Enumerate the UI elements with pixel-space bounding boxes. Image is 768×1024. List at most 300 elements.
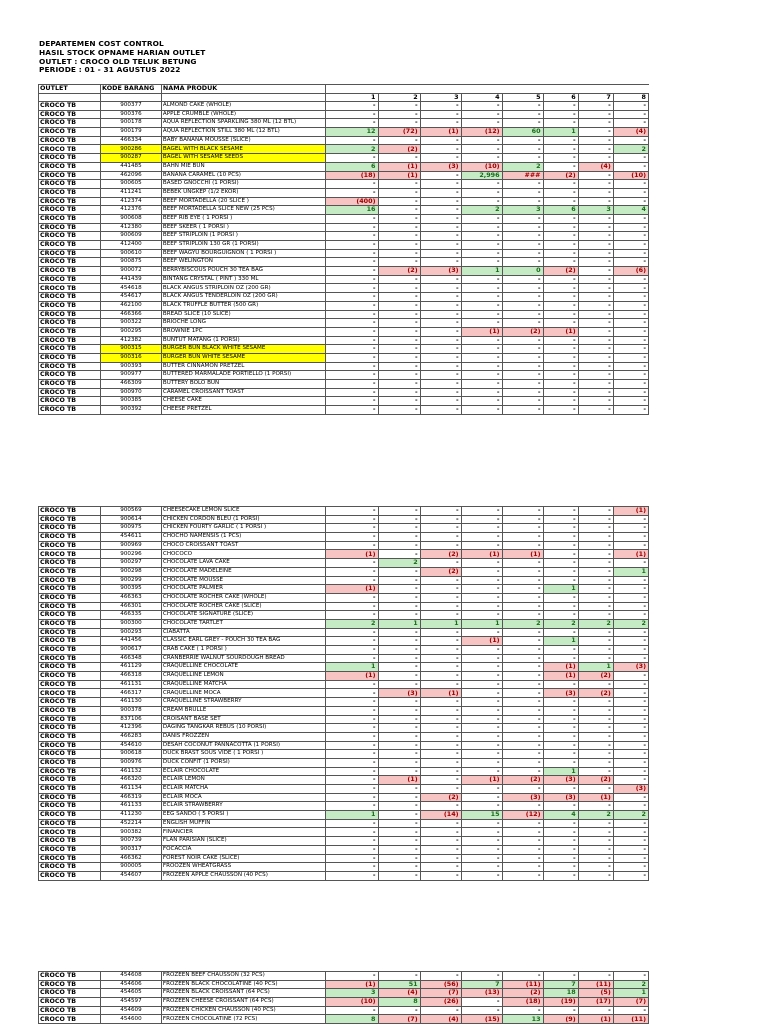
product-name-cell: CHOCOCO [161,550,325,559]
day-value-cell: - [461,724,502,733]
day-value-cell: - [378,249,420,258]
day-value-cell: (12) [461,128,502,137]
day-value-cell: - [325,310,378,319]
day-value-cell: (1) [378,171,420,180]
product-name-cell: BUTTER CINNAMON PRETZEL [161,362,325,371]
day-value-cell: (11) [578,980,613,989]
code-cell: 441439 [101,275,162,284]
table-row [39,706,649,715]
day-value-cell: - [543,741,578,750]
table-row [39,698,649,707]
outlet-cell: CROCO TB [39,593,101,602]
day-value-cell: - [502,345,543,354]
product-name-cell: CHOCO CROISSANT TOAST [161,541,325,550]
day-value-cell: - [378,663,420,672]
code-cell: 412380 [101,223,162,232]
day-value-cell: 12 [325,128,378,137]
day-value-cell: - [578,854,613,863]
day-value-cell: - [325,397,378,406]
day-value-cell: - [578,380,613,389]
day-value-cell: - [543,593,578,602]
code-cell: 412396 [101,724,162,733]
day-value-cell: - [578,145,613,154]
day-value-cell: (3) [613,663,648,672]
day-value-cell: 1 [543,585,578,594]
outlet-cell: CROCO TB [39,515,101,524]
product-name-cell: CLASSIC EARL GREY - POUCH 30 TEA BAG [161,637,325,646]
outlet-cell: CROCO TB [39,524,101,533]
day-value-cell: - [461,249,502,258]
outlet-cell: CROCO TB [39,663,101,672]
day-value-cell: - [613,524,648,533]
code-cell: 900977 [101,371,162,380]
product-name-cell: FROZEEN CHOCOLATINE (72 PCS) [161,1015,325,1024]
day-value-cell: (2) [378,267,420,276]
day-value-cell: (2) [578,689,613,698]
day-value-cell: - [420,206,461,215]
day-value-cell: - [502,353,543,362]
table-body-page-3 [39,972,649,1024]
day-value-cell: - [543,293,578,302]
day-value-cell: - [461,871,502,880]
day-value-cell: - [420,845,461,854]
table-row [39,119,649,128]
table-row [39,128,649,137]
stock-table-page-2 [38,506,649,881]
day-value-cell: - [613,672,648,681]
outlet-cell: CROCO TB [39,362,101,371]
day-value-cell: - [578,646,613,655]
day-value-cell: - [578,863,613,872]
table-row [39,353,649,362]
day-value-cell: - [325,724,378,733]
day-value-cell: - [502,223,543,232]
day-value-cell: - [502,310,543,319]
day-value-cell: - [378,819,420,828]
day-value-cell: - [325,188,378,197]
day-value-cell: - [578,741,613,750]
product-name-cell: ECLAIR MATCHA [161,785,325,794]
day-value-cell: - [543,406,578,415]
day-value-cell: 1 [461,267,502,276]
day-value-cell: - [378,345,420,354]
day-value-cell: - [543,845,578,854]
day-value-cell: - [378,576,420,585]
code-cell: 461132 [101,767,162,776]
day-value-cell: - [502,863,543,872]
day-value-cell: (1) [420,128,461,137]
day-value-cell: - [578,301,613,310]
outlet-cell: CROCO TB [39,785,101,794]
day-value-cell: - [420,698,461,707]
table-row [39,828,649,837]
day-value-cell: - [461,380,502,389]
table-row [39,362,649,371]
day-value-cell: (1) [325,980,378,989]
day-value-cell: - [613,188,648,197]
day-value-cell: - [420,628,461,637]
product-name-cell: CHOCOLATE MOUSSE [161,576,325,585]
code-cell: 900618 [101,750,162,759]
outlet-cell: CROCO TB [39,206,101,215]
day-value-cell: - [543,388,578,397]
day-value-cell: - [578,602,613,611]
day-value-cell: - [325,110,378,119]
product-name-cell: BUTTERED MARMALADE PORTIELLO (1 PORSI) [161,371,325,380]
day-value-cell: - [325,680,378,689]
day-value-cell: - [378,275,420,284]
outlet-cell: CROCO TB [39,388,101,397]
day-value-cell: (17) [578,998,613,1007]
day-value-cell: - [578,310,613,319]
day-value-cell: - [578,628,613,637]
outlet-cell: CROCO TB [39,998,101,1007]
day-value-cell: - [613,972,648,981]
day-value-cell: - [543,515,578,524]
day-value-cell: - [502,110,543,119]
table-row [39,776,649,785]
day-value-cell: - [325,767,378,776]
day-value-cell: - [420,223,461,232]
day-value-cell: - [378,524,420,533]
code-cell: 412376 [101,206,162,215]
outlet-cell: CROCO TB [39,171,101,180]
day-value-cell: - [613,1006,648,1015]
day-value-cell: - [461,567,502,576]
product-name-cell: EEG SANDO ( 5 PORSI ) [161,811,325,820]
day-value-cell: - [325,507,378,516]
outlet-cell: CROCO TB [39,871,101,880]
day-value-cell: - [325,223,378,232]
day-value-cell: - [613,837,648,846]
code-cell: 461131 [101,680,162,689]
product-name-cell: ENGLISH MUFFIN [161,819,325,828]
day-value-cell: - [613,871,648,880]
day-value-cell: - [578,336,613,345]
day-value-cell: - [378,380,420,389]
day-value-cell: - [420,972,461,981]
day-value-cell: - [502,593,543,602]
day-value-cell: - [420,646,461,655]
code-cell: 466348 [101,654,162,663]
table-row [39,767,649,776]
day-value-cell: 8 [378,998,420,1007]
product-name-cell: BABY BANANA MOUSSE (SLICE) [161,136,325,145]
day-value-cell: - [613,249,648,258]
day-value-cell: - [578,837,613,846]
day-value-cell: - [378,541,420,550]
table-row [39,223,649,232]
table-body-page-1 [39,102,649,415]
day-value-cell: - [378,654,420,663]
day-value-cell: 1 [543,128,578,137]
day-value-cell: - [502,197,543,206]
day-value-cell: (4) [420,1015,461,1024]
day-value-cell: - [420,602,461,611]
day-value-cell: - [378,837,420,846]
outlet-cell: CROCO TB [39,793,101,802]
day-value-cell: - [613,724,648,733]
table-row [39,628,649,637]
code-cell: 900393 [101,362,162,371]
day-value-cell: - [613,611,648,620]
day-value-cell: - [420,284,461,293]
day-value-cell: - [420,327,461,336]
day-value-cell: - [578,593,613,602]
code-cell: 900739 [101,837,162,846]
day-value-cell: - [420,611,461,620]
day-value-cell: - [461,232,502,241]
day-value-cell: - [461,863,502,872]
day-value-cell: - [461,541,502,550]
outlet-cell: CROCO TB [39,585,101,594]
day-value-cell: - [378,362,420,371]
day-value-cell: - [325,785,378,794]
day-value-cell: - [578,680,613,689]
report-title: HASIL STOCK OPNAME HARIAN OUTLET [39,47,206,57]
day-value-cell: - [378,110,420,119]
outlet-cell: CROCO TB [39,972,101,981]
table-row [39,267,649,276]
day-value-cell: - [378,188,420,197]
day-value-cell: (3) [420,162,461,171]
day-value-cell: - [378,845,420,854]
day-value-cell: - [502,336,543,345]
day-value-cell: - [578,188,613,197]
day-value-cell: 1 [325,811,378,820]
day-value-cell: - [325,845,378,854]
day-value-cell: - [543,136,578,145]
day-value-cell: - [378,628,420,637]
day-value-cell: (2) [420,550,461,559]
product-name-cell: ALMOND CAKE (WHOLE) [161,102,325,111]
day-value-cell: - [578,110,613,119]
day-value-cell: 4 [613,206,648,215]
product-name-cell: BERRYBISCOUS POUCH 30 TEA BAG [161,267,325,276]
day-value-cell: - [543,576,578,585]
day-value-cell: (2) [502,327,543,336]
day-value-cell: - [502,845,543,854]
day-value-cell: 2 [378,559,420,568]
product-column-header: NAMA PRODUK [161,85,325,94]
day-value-cell: - [613,380,648,389]
column-header-row [39,85,649,94]
day-value-cell: - [502,362,543,371]
day-value-cell: - [325,319,378,328]
table-row [39,1006,649,1015]
day-value-cell: - [325,353,378,362]
product-name-cell: BANANA CARAMEL (10 PCS) [161,171,325,180]
day-value-cell: - [502,1006,543,1015]
day-value-cell: - [378,533,420,542]
outlet-cell: CROCO TB [39,197,101,206]
day-value-cell: (7) [378,1015,420,1024]
product-name-cell: CARAMEL CROISSANT TOAST [161,388,325,397]
day-value-cell: - [420,507,461,516]
day-value-cell: - [378,811,420,820]
day-value-cell: (1) [378,162,420,171]
day-value-cell: - [420,732,461,741]
day-value-cell: - [578,128,613,137]
day-value-cell: (9) [543,1015,578,1024]
day-value-cell: 7 [543,980,578,989]
day-value-cell: (2) [578,776,613,785]
outlet-cell: CROCO TB [39,319,101,328]
product-name-cell: FROZEEN CHEESE CROISSANT (64 PCS) [161,998,325,1007]
day-value-cell: - [578,197,613,206]
day-value-cell: - [543,249,578,258]
table-row [39,327,649,336]
day-value-cell: - [420,585,461,594]
code-cell: 454611 [101,533,162,542]
day-value-cell: - [378,258,420,267]
day-value-cell: - [613,680,648,689]
day-value-cell: - [378,828,420,837]
day-value-cell: - [543,232,578,241]
day-value-cell: - [420,593,461,602]
day-value-cell: - [502,654,543,663]
code-cell: 900970 [101,388,162,397]
day-value-cell: - [378,1006,420,1015]
day-value-cell: - [543,724,578,733]
day-value-cell: (3) [502,793,543,802]
table-row [39,576,649,585]
outlet-cell: CROCO TB [39,371,101,380]
code-cell: 461134 [101,785,162,794]
code-cell: 412374 [101,197,162,206]
day-value-cell: - [578,802,613,811]
table-row [39,646,649,655]
day-value-cell: - [502,119,543,128]
day-value-cell: (13) [461,989,502,998]
day-value-cell: - [613,767,648,776]
outlet-cell: CROCO TB [39,293,101,302]
day-value-cell: - [420,197,461,206]
day-value-cell: (1) [420,689,461,698]
table-row [39,319,649,328]
day-value-cell: - [461,602,502,611]
code-cell: 412382 [101,336,162,345]
outlet-cell: CROCO TB [39,336,101,345]
day-value-cell: - [461,680,502,689]
outlet-cell: CROCO TB [39,188,101,197]
table-row [39,406,649,415]
day-value-cell: - [461,310,502,319]
day-value-cell: 3 [325,989,378,998]
product-name-cell: AQUA REFLECTION STILL 380 ML (12 BTL) [161,128,325,137]
day-value-cell: - [461,698,502,707]
table-row [39,863,649,872]
outlet-cell: CROCO TB [39,698,101,707]
day-value-cell: - [578,785,613,794]
table-row [39,397,649,406]
table-row [39,336,649,345]
day-value-cell: - [613,197,648,206]
table-row [39,214,649,223]
day-value-cell: - [502,663,543,672]
product-name-cell: CREAM BRULLE [161,706,325,715]
day-value-cell: - [502,837,543,846]
day-value-cell: - [543,550,578,559]
day-value-cell: (4) [378,989,420,998]
day-value-cell: - [502,533,543,542]
day-value-cell: - [461,102,502,111]
day-value-cell: - [502,507,543,516]
code-cell: 900609 [101,232,162,241]
day-value-cell: 2 [613,980,648,989]
day-value-cell: - [420,819,461,828]
code-cell: 900297 [101,559,162,568]
product-name-cell: FOCACCIA [161,845,325,854]
day-value-cell: - [578,293,613,302]
code-cell: 411230 [101,811,162,820]
day-value-cell: - [378,863,420,872]
day-value-cell: - [378,197,420,206]
code-cell: 900378 [101,706,162,715]
day-value-cell: - [543,541,578,550]
day-value-cell: - [378,854,420,863]
outlet-cell: CROCO TB [39,275,101,284]
day-value-cell: - [578,533,613,542]
day-value-cell: - [578,171,613,180]
outlet-cell: CROCO TB [39,310,101,319]
outlet-cell: CROCO TB [39,811,101,820]
outlet-cell: CROCO TB [39,637,101,646]
outlet-cell: CROCO TB [39,776,101,785]
day-value-cell: - [613,515,648,524]
day-value-cell: - [378,119,420,128]
day-value-cell: - [378,672,420,681]
table-row [39,811,649,820]
day-value-cell: (4) [613,128,648,137]
day-value-cell: - [502,706,543,715]
outlet-cell: CROCO TB [39,232,101,241]
code-cell: 900072 [101,267,162,276]
outlet-cell: CROCO TB [39,767,101,776]
day-value-cell: - [461,819,502,828]
day-value-cell: ### [502,171,543,180]
day-value-cell: - [502,388,543,397]
day-value-cell: - [502,646,543,655]
day-value-cell: - [325,232,378,241]
day-value-cell: - [325,863,378,872]
day-header: 7 [578,93,613,102]
day-value-cell: - [461,145,502,154]
day-value-cell: - [378,102,420,111]
day-value-cell: - [578,371,613,380]
outlet-cell: CROCO TB [39,380,101,389]
day-value-cell: 1 [461,619,502,628]
day-value-cell: - [420,524,461,533]
day-value-cell: - [502,515,543,524]
day-value-cell: (3) [543,776,578,785]
day-value-cell: - [325,750,378,759]
day-value-cell: - [613,802,648,811]
product-name-cell: CRAQUELLINE LEMON [161,672,325,681]
outlet-cell: CROCO TB [39,828,101,837]
table-row [39,258,649,267]
table-row [39,758,649,767]
day-value-cell: - [461,136,502,145]
day-value-cell: - [461,223,502,232]
outlet-cell: CROCO TB [39,863,101,872]
day-value-cell: - [502,715,543,724]
table-row [39,345,649,354]
code-cell: 461133 [101,802,162,811]
day-value-cell: - [613,585,648,594]
day-value-cell: - [543,611,578,620]
day-value-cell: - [613,353,648,362]
